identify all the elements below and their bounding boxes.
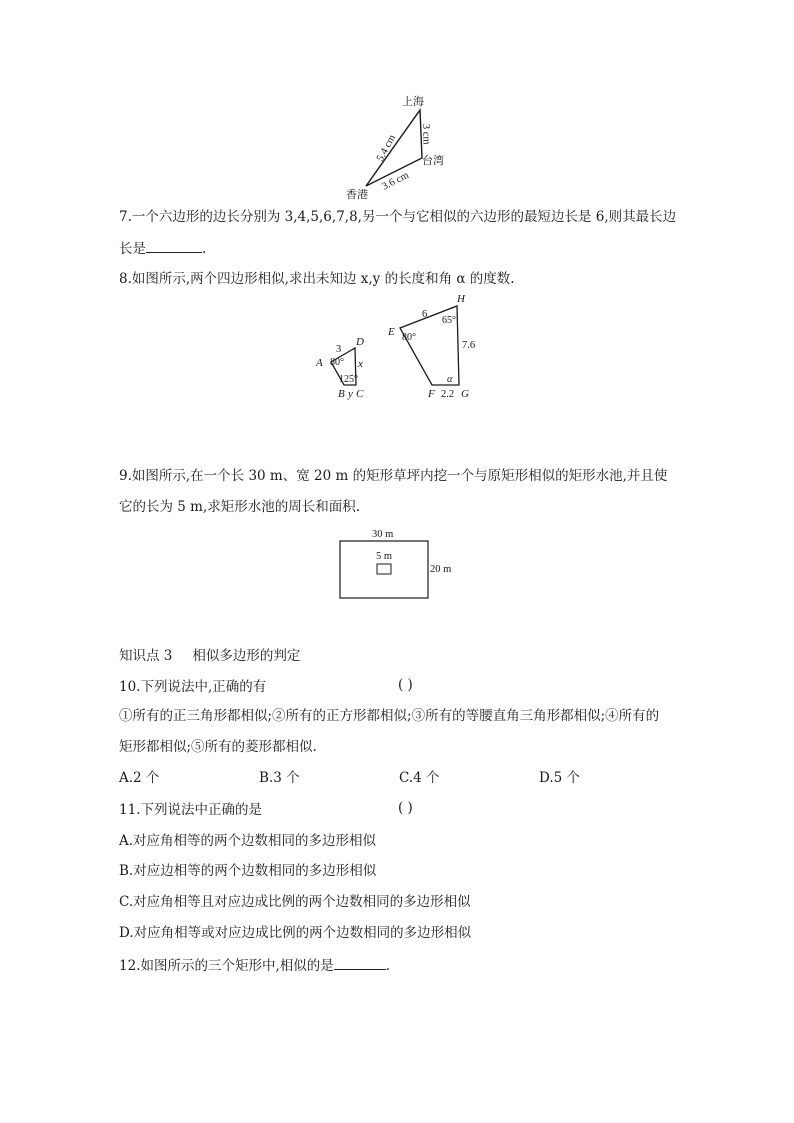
small-angle-B: 125°	[339, 374, 358, 385]
vertex-E: E	[388, 326, 395, 338]
section-label: 知识点 3	[119, 648, 173, 664]
q10-option-b[interactable]: B.3 个	[259, 770, 300, 786]
q8-text: 8.如图所示,两个四边形相似,求出未知边 x,y 的长度和角 α 的度数.	[119, 271, 515, 287]
small-side-y: y	[348, 388, 353, 400]
q12-pre: 12.如图所示的三个矩形中,相似的是	[119, 958, 334, 974]
lawn-length-label: 30 m	[372, 529, 394, 540]
q11-option-c[interactable]: C.对应角相等且对应边成比例的两个边数相同的多边形相似	[119, 894, 471, 910]
large-angle-H: 65°	[442, 315, 456, 326]
pool-length-label: 5 m	[376, 551, 393, 562]
q7-answer-blank[interactable]	[146, 238, 202, 253]
q10-body1: ①所有的正三角形都相似;②所有的正方形都相似;③所有的等腰直角三角形都相似;④所有的	[119, 708, 660, 724]
q10-option-a[interactable]: A.2 个	[119, 770, 160, 786]
vertex-B: B	[338, 388, 345, 400]
label-taiwan: 台湾	[422, 155, 444, 167]
triangle-outline	[366, 110, 422, 186]
large-side-fg: 2.2	[441, 389, 455, 400]
q11-answer-paren[interactable]: ( )	[398, 800, 413, 816]
q11-option-d[interactable]: D.对应角相等或对应边成比例的两个边数相同的多边形相似	[119, 925, 472, 941]
label-shanghai: 上海	[402, 96, 424, 108]
q9-line2: 它的长为 5 m,求矩形水池的周长和面积.	[119, 499, 361, 515]
q7-line2	[119, 238, 206, 259]
vertex-A: A	[316, 357, 323, 369]
section-heading	[119, 646, 300, 666]
similar-quadrilaterals-figure	[312, 290, 482, 402]
lawn-pool-figure	[334, 524, 466, 604]
vertex-C: C	[356, 388, 364, 400]
large-side-eh: 6	[422, 309, 428, 320]
vertex-D: D	[356, 336, 364, 348]
map-triangle-figure	[340, 92, 460, 204]
q11-stem: 11.下列说法中正确的是	[119, 802, 262, 818]
q7-line2-post: .	[202, 241, 207, 257]
q11-option-a[interactable]: A.对应角相等的两个边数相同的多边形相似	[119, 833, 377, 849]
label-hongkong: 香港	[346, 189, 368, 201]
large-angle-E: 80°	[402, 332, 416, 343]
lawn-width-label: 20 m	[430, 564, 452, 575]
q12-answer-blank[interactable]	[334, 955, 386, 970]
q10-option-d[interactable]: D.5 个	[539, 770, 581, 786]
side-label-bottom: 3.6 cm	[380, 169, 411, 193]
large-angle-alpha: α	[447, 374, 453, 385]
q10-stem: 10.下列说法中,正确的有	[119, 679, 267, 695]
vertex-H: H	[457, 293, 465, 305]
q10-body2: 矩形都相似;⑤所有的菱形都相似.	[119, 739, 317, 755]
small-angle-A: 80°	[330, 357, 344, 368]
section-title: 相似多边形的判定	[192, 648, 301, 664]
q12-line	[119, 955, 390, 976]
small-side-x: x	[358, 358, 363, 370]
large-side-hg: 7.6	[462, 340, 476, 351]
q9-line1: 9.如图所示,在一个长 30 m、宽 20 m 的矩形草坪内挖一个与原矩形相似的矩形水池,并且使	[119, 468, 668, 484]
lawn-rectangle	[340, 541, 428, 598]
q10-answer-paren[interactable]: ( )	[398, 677, 413, 693]
small-side-ad: 3	[336, 344, 342, 355]
q11-option-b[interactable]: B.对应边相等的两个边数相同的多边形相似	[119, 863, 377, 879]
vertex-F: F	[428, 388, 435, 400]
q7-line2-pre: 长是	[119, 241, 146, 257]
q12-post: .	[385, 958, 391, 974]
side-label-left: 5.4 cm	[374, 133, 399, 164]
pool-rectangle	[377, 564, 391, 574]
q7-line1: 7.一个六边形的边长分别为 3,4,5,6,7,8,另一个与它相似的六边形的最短边长是 6,则其最长边	[119, 209, 677, 225]
side-label-right: 3 cm	[420, 123, 432, 145]
q10-option-c[interactable]: C.4 个	[399, 770, 440, 786]
vertex-G: G	[461, 388, 469, 400]
